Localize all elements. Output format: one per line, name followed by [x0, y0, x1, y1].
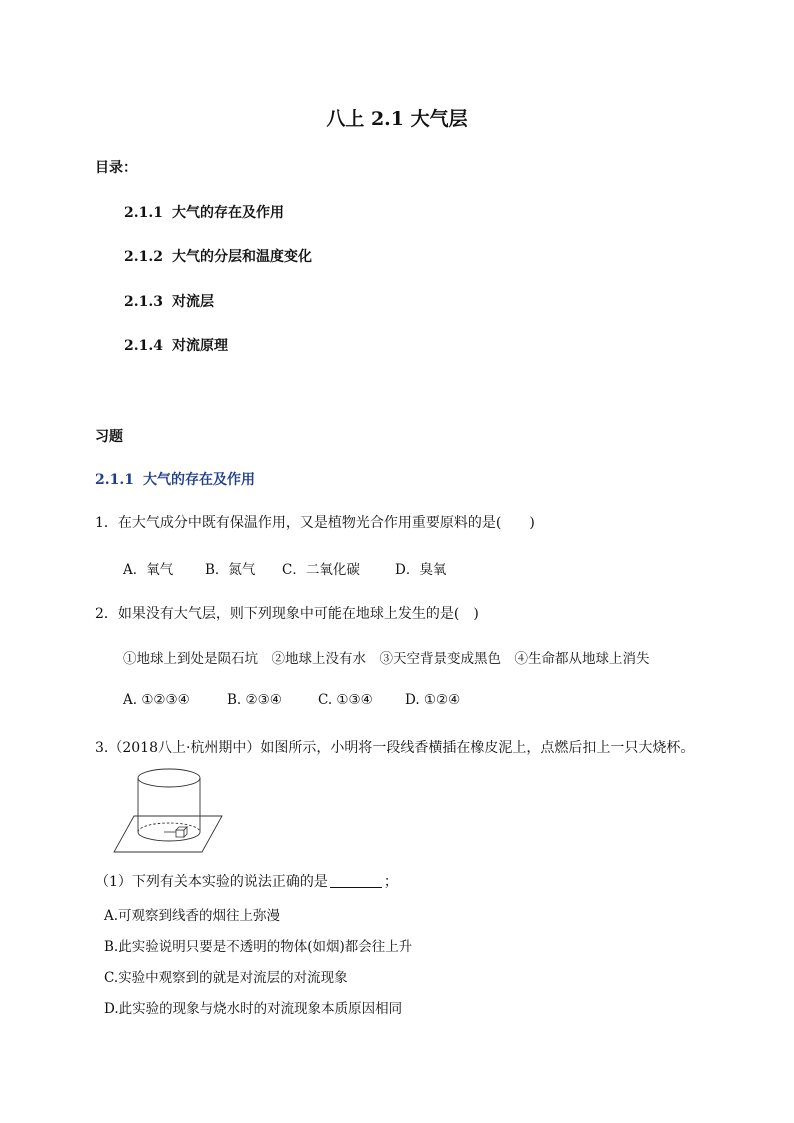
question-3-part-1	[95, 871, 398, 891]
subsection-number: 2.1.1	[95, 472, 134, 488]
toc-item-label: 大气的存在及作用	[172, 205, 284, 221]
question-2-options	[123, 692, 460, 708]
subsection-label: 大气的存在及作用	[143, 472, 255, 488]
question-1-options	[123, 558, 446, 578]
toc-item-number: 2.1.4	[124, 338, 163, 354]
beaker-experiment-figure	[112, 766, 224, 854]
toc-item-number: 2.1.1	[124, 205, 163, 221]
option-d[interactable]: D. ①②④	[405, 692, 461, 708]
option-a[interactable]: A. ①②③④	[123, 692, 190, 708]
toc-item[interactable]	[124, 202, 284, 222]
part-1-suffix: ；	[383, 874, 398, 890]
plasticine-block	[176, 830, 184, 837]
beaker-bottom-back	[138, 823, 200, 832]
question-2-statements: ①地球上到处是陨石坑 ②地球上没有水 ③天空背景变成黑色 ④生命都从地球上消失	[123, 651, 650, 667]
option-c[interactable]: C. ①③④	[318, 692, 373, 708]
question-3-stem: 3.（2018八上·杭州期中）如图所示，小明将一段线香横插在橡皮泥上，点燃后扣上一只大烧杯。	[95, 740, 695, 756]
option-a[interactable]: A.可观察到线香的烟往上弥漫	[104, 908, 281, 924]
option-d[interactable]: D．臭氧	[395, 562, 447, 578]
option-b[interactable]: B．氮气	[205, 562, 256, 578]
toc-item-label: 对流层	[172, 294, 214, 310]
board-plane	[114, 816, 222, 852]
subsection-heading	[95, 469, 255, 489]
toc-item-number: 2.1.2	[124, 249, 163, 265]
toc-item[interactable]	[124, 246, 312, 266]
answer-blank[interactable]	[330, 873, 382, 888]
toc-heading: 目录：	[95, 160, 137, 176]
part-1-prefix: （1）下列有关本实验的说法正确的是	[95, 874, 328, 890]
toc-item-number: 2.1.3	[124, 294, 163, 310]
toc-item-label: 对流原理	[172, 338, 228, 354]
toc-item[interactable]	[124, 291, 214, 311]
option-a[interactable]: A．氧气	[123, 562, 174, 578]
toc-item[interactable]	[124, 335, 228, 355]
option-c[interactable]: C．二氧化碳	[282, 562, 360, 578]
beaker-bottom-front	[138, 832, 200, 841]
option-c[interactable]: C.实验中观察到的就是对流层的对流现象	[104, 970, 348, 986]
toc-item-label: 大气的分层和温度变化	[172, 249, 312, 265]
question-1-stem: 1．在大气成分中既有保温作用，又是植物光合作用重要原料的是( )	[95, 515, 535, 531]
beaker-top	[138, 769, 200, 787]
page-title: 八上 2.1 大气层	[326, 108, 468, 130]
exercises-heading: 习题	[95, 429, 123, 445]
option-d[interactable]: D.此实验的现象与烧水时的对流现象本质原因相同	[104, 1001, 403, 1017]
option-b[interactable]: B. ②③④	[227, 692, 282, 708]
question-2-stem: 2．如果没有大气层，则下列现象中可能在地球上发生的是( )	[95, 606, 479, 622]
option-b[interactable]: B.此实验说明只要是不透明的物体(如烟)都会往上升	[104, 939, 413, 955]
